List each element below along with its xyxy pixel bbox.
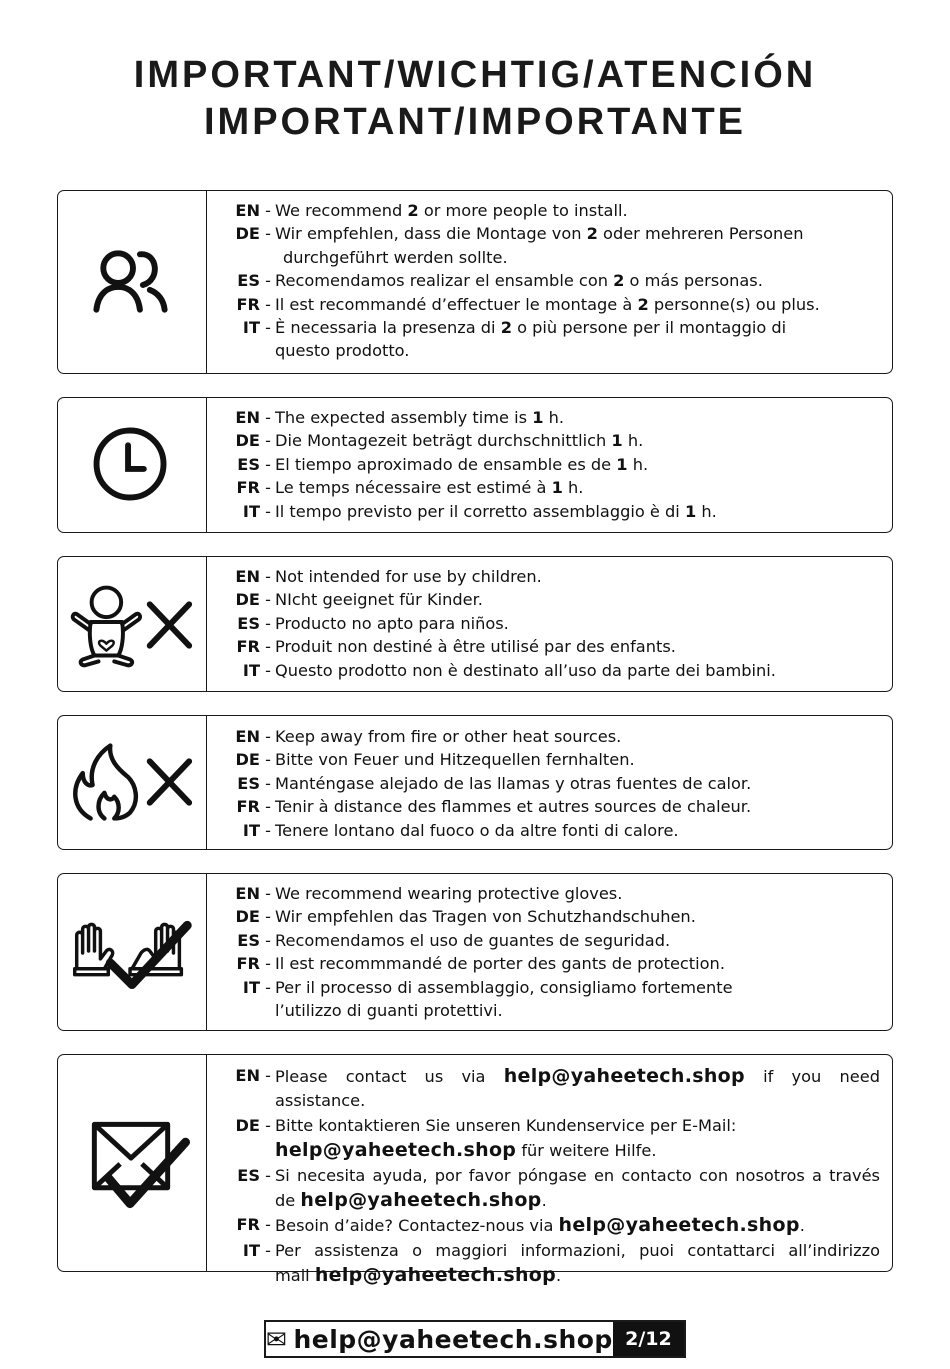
fr-line: FR - Il est recommmandé de porter des gants de protection.	[236, 954, 725, 974]
time-notice-box	[57, 397, 893, 533]
fr-line: FR - Le temps nécessaire est estimé à 1 h.	[236, 478, 584, 498]
de-line: DE - Wir empfehlen das Tragen von Schutzhandschuhen.	[235, 907, 696, 927]
children-icon-cell	[58, 557, 207, 691]
en-line: EN - Please contact us via help@yaheetech.shop if you need assistance.	[235, 1065, 880, 1111]
de-line: DE - Bitte kontaktieren Sie unseren Kundenservice per E-Mail:	[235, 1115, 737, 1135]
no-children-icon	[58, 557, 206, 691]
contact-email-link[interactable]: help@yaheetech.shop	[300, 1189, 542, 1212]
fr-line: FR - Il est recommandé d’effectuer le montage à 2 personne(s) ou plus.	[236, 294, 820, 314]
it-line: IT - Per il processo di assemblaggio, consigliamo fortemente	[242, 977, 733, 997]
it-line-continued: questo prodotto.	[275, 341, 410, 361]
footer-bar	[264, 1320, 686, 1358]
contact-icon-cell	[58, 1055, 207, 1271]
footer-email-text: help@yaheetech.shop	[293, 1324, 613, 1354]
es-line: ES - Si necesita ayuda, por favor póngase en contacto con nosotros a través	[237, 1165, 880, 1185]
fire-notice-text	[235, 725, 880, 842]
it-line: IT - Tenere lontano dal fuoco o da altre fonti di calore.	[242, 820, 679, 840]
children-notice-box	[57, 556, 893, 692]
gloves-check-icon	[58, 874, 206, 1030]
fire-icon-cell	[58, 716, 207, 849]
footer-email[interactable]	[266, 1322, 613, 1356]
es-line: ES - Manténgase alejado de las llamas y otras fuentes de calor.	[237, 773, 752, 793]
en-line: EN - Keep away from fire or other heat sources.	[235, 727, 622, 746]
it-line: IT - Il tempo previsto per il corretto assemblaggio è di 1 h.	[242, 501, 717, 521]
contact-email-link[interactable]: help@yaheetech.shop	[314, 1264, 557, 1287]
clock-icon	[58, 398, 206, 532]
contact-email-link[interactable]: help@yaheetech.shop	[558, 1214, 800, 1237]
people-notice-text	[235, 199, 880, 363]
two-people-icon	[58, 191, 206, 373]
contact-email-link[interactable]: help@yaheetech.shop	[503, 1065, 745, 1087]
es-line: ES - El tiempo aproximado de ensamble es de 1 h.	[237, 454, 649, 474]
en-line: EN - Not intended for use by children.	[235, 567, 542, 586]
de-line: DE - Wir empfehlen, dass die Montage von 2 oder mehreren Personen	[235, 224, 804, 244]
time-notice-text	[235, 406, 880, 523]
contact-notice-box	[57, 1054, 893, 1287]
page-number: 2/12	[613, 1322, 684, 1356]
it-line: IT - Per assistenza o maggiori informazioni, puoi contattarci all’indirizzo	[242, 1240, 880, 1260]
contact-email-link[interactable]: help@yaheetech.shop	[275, 1139, 517, 1162]
fire-notice-box	[57, 715, 893, 850]
en-line: EN - We recommend 2 or more people to install.	[235, 201, 628, 220]
it-line-continued: mail help@yaheetech.shop.	[275, 1264, 562, 1287]
gloves-notice-text	[235, 882, 880, 1022]
en-line: EN - The expected assembly time is 1 h.	[235, 408, 565, 427]
envelope-icon: ✉	[266, 1324, 288, 1354]
es-line: ES - Recomendamos realizar el ensamble con 2 o más personas.	[237, 271, 763, 291]
page-title	[0, 52, 950, 146]
fr-line: FR - Produit non destiné à être utilisé par des enfants.	[236, 637, 676, 657]
title-line-1: IMPORTANT/WICHTIG/ATENCIÓN	[133, 54, 817, 96]
it-line-continued: l’utilizzo di guanti protettivi.	[275, 1001, 503, 1021]
de-line-continued: help@yaheetech.shop für weitere Hilfe.	[275, 1139, 657, 1162]
time-icon-cell	[58, 398, 207, 532]
title-line-2: IMPORTANT/IMPORTANTE	[204, 101, 746, 143]
people-notice-box	[57, 190, 893, 374]
people-icon-cell	[58, 191, 207, 373]
de-line: DE - Die Montagezeit beträgt durchschnittlich 1 h.	[235, 431, 644, 451]
children-notice-text	[235, 565, 880, 682]
it-line: IT - È necessaria la presenza di 2 o più persone per il montaggio di	[242, 318, 787, 338]
fr-line: FR - Besoin d’aide? Contactez-nous via help@yaheetech.shop.	[236, 1214, 805, 1237]
de-line-continued: durchgeführt werden sollte.	[283, 247, 508, 267]
en-line: EN - We recommend wearing protective gloves.	[235, 884, 623, 903]
no-fire-icon	[58, 716, 206, 849]
gloves-icon-cell	[58, 874, 207, 1030]
envelope-check-icon	[58, 1055, 206, 1271]
contact-notice-text	[235, 1064, 880, 1289]
es-line: ES - Recomendamos el uso de guantes de seguridad.	[237, 930, 671, 950]
fr-line: FR - Tenir à distance des flammes et autres sources de chaleur.	[236, 797, 752, 817]
de-line: DE - NIcht geeignet für Kinder.	[235, 590, 483, 610]
es-line: ES - Producto no apto para niños.	[237, 613, 509, 633]
de-line: DE - Bitte von Feuer und Hitzequellen fernhalten.	[235, 750, 635, 770]
gloves-notice-box	[57, 873, 893, 1031]
it-line: IT - Questo prodotto non è destinato all’uso da parte dei bambini.	[242, 660, 776, 680]
es-line-continued: de help@yaheetech.shop.	[275, 1189, 547, 1212]
